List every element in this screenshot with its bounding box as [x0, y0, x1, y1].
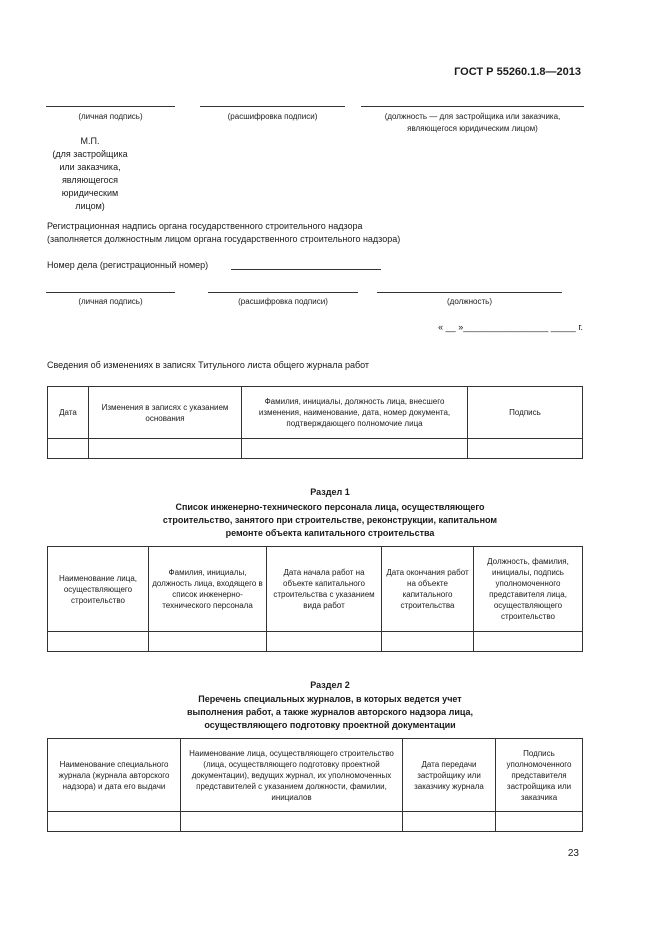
- column-header: Изменения в записях с указанием основания: [89, 387, 242, 439]
- column-header: Наименование специального журнала (журнала авторского надзора) и дата его выдачи: [48, 739, 181, 812]
- section2-title: [40, 693, 620, 732]
- table-cell[interactable]: [267, 632, 382, 652]
- table-header-row: [48, 739, 583, 812]
- section1-title-line: Список инженерно-технического персонала лица, осуществляющего: [175, 502, 485, 512]
- table-header-row: [48, 387, 583, 439]
- stamp-line: М.П.: [80, 136, 100, 146]
- column-header: Наименование лица, осуществляющего строительство (лица, осуществляющего подготовку проектной документации), ведущих журнал, их уполномоченных представителей с указанием должности, фамилии, инициалов: [181, 739, 403, 812]
- column-header: Фамилия, инициалы, должность лица, внесшего изменения, наименование, дата, номер документа, подтверждающего полномочие лица: [242, 387, 468, 439]
- table-cell[interactable]: [149, 632, 267, 652]
- case-number-label: Номер дела (регистрационный номер): [47, 260, 209, 270]
- table-row: [48, 439, 583, 459]
- section1-table: [47, 546, 583, 652]
- table-cell[interactable]: [89, 439, 242, 459]
- caption-signature: (личная подпись): [78, 112, 143, 121]
- stamp-line: (для застройщика: [52, 149, 128, 159]
- table-cell[interactable]: [48, 439, 89, 459]
- caption-position-2: (должность): [447, 297, 492, 306]
- stamp-line: или заказчика,: [59, 162, 121, 172]
- case-number-line: [231, 269, 381, 270]
- section2-label: Раздел 2: [310, 680, 350, 690]
- stamp-line: являющегося: [61, 175, 119, 185]
- changes-intro: Сведения об изменениях в записях Титульного листа общего журнала работ: [47, 360, 370, 370]
- changes-table: [47, 386, 583, 459]
- registration-line2: (заполняется должностным лицом органа государственного строительного надзора): [47, 234, 401, 244]
- caption-decoding-2: (расшифровка подписи): [238, 297, 328, 306]
- caption-signature-2: (личная подпись): [78, 297, 143, 306]
- standard-designation: ГОСТ Р 55260.1.8—2013: [454, 66, 581, 78]
- section1-title-line: ремонте объекта капитального строительства: [225, 528, 435, 538]
- table-cell[interactable]: [382, 632, 474, 652]
- stamp-note: [35, 135, 145, 213]
- column-header: Подпись уполномоченного представителя застройщика или заказчика: [496, 739, 583, 812]
- table-cell[interactable]: [496, 812, 583, 832]
- column-header: Дата: [48, 387, 89, 439]
- table-row: [48, 632, 583, 652]
- decoding-line: [200, 106, 345, 107]
- column-header: Дата передачи застройщику или заказчику журнала: [403, 739, 496, 812]
- column-header: Дата окончания работ на объекте капитального строительства: [382, 547, 474, 632]
- column-header: Фамилия, инициалы, должность лица, входящего в список инженерно-технического персонала: [149, 547, 267, 632]
- table-cell[interactable]: [48, 632, 149, 652]
- column-header: Наименование лица, осуществляющего строительство: [48, 547, 149, 632]
- table-cell[interactable]: [403, 812, 496, 832]
- stamp-line: лицом): [75, 201, 105, 211]
- column-header: Дата начала работ на объекте капитального строительства с указанием вида работ: [267, 547, 382, 632]
- signature-line-2: [46, 292, 175, 293]
- table-row: [48, 812, 583, 832]
- position-line: [361, 106, 584, 107]
- section2-table: [47, 738, 583, 832]
- table-cell[interactable]: [181, 812, 403, 832]
- table-header-row: [48, 547, 583, 632]
- section1-label: Раздел 1: [310, 487, 350, 497]
- decoding-line-2: [208, 292, 358, 293]
- table-cell[interactable]: [468, 439, 583, 459]
- caption-position-line1: (должность — для застройщика или заказчика,: [384, 112, 561, 121]
- signature-line: [46, 106, 175, 107]
- caption-position-line2: являющегося юридическим лицом): [407, 124, 538, 133]
- position-line-2: [377, 292, 562, 293]
- section2-title-line: осуществляющего подготовку проектной документации: [204, 720, 456, 730]
- page-number: 23: [567, 848, 579, 859]
- stamp-line: юридическим: [61, 188, 119, 198]
- section1-title-line: строительство, занятого при строительстве, реконструкции, капитальном: [162, 515, 498, 525]
- section1-title: [40, 501, 620, 540]
- column-header: Подпись: [468, 387, 583, 439]
- table-cell[interactable]: [48, 812, 181, 832]
- table-cell[interactable]: [474, 632, 583, 652]
- table-cell[interactable]: [242, 439, 468, 459]
- column-header: Должность, фамилия, инициалы, подпись уполномоченного представителя лица, осуществляющего строительство: [474, 547, 583, 632]
- registration-line1: Регистрационная надпись органа государственного строительного надзора: [47, 221, 363, 231]
- date-line: « __ »_________________ _____ г.: [438, 322, 583, 332]
- section2-title-line: Перечень специальных журналов, в которых ведется учет: [198, 694, 462, 704]
- caption-decoding: (расшифровка подписи): [227, 112, 318, 121]
- section2-title-line: выполнения работ, а также журналов авторского надзора лица,: [186, 707, 474, 717]
